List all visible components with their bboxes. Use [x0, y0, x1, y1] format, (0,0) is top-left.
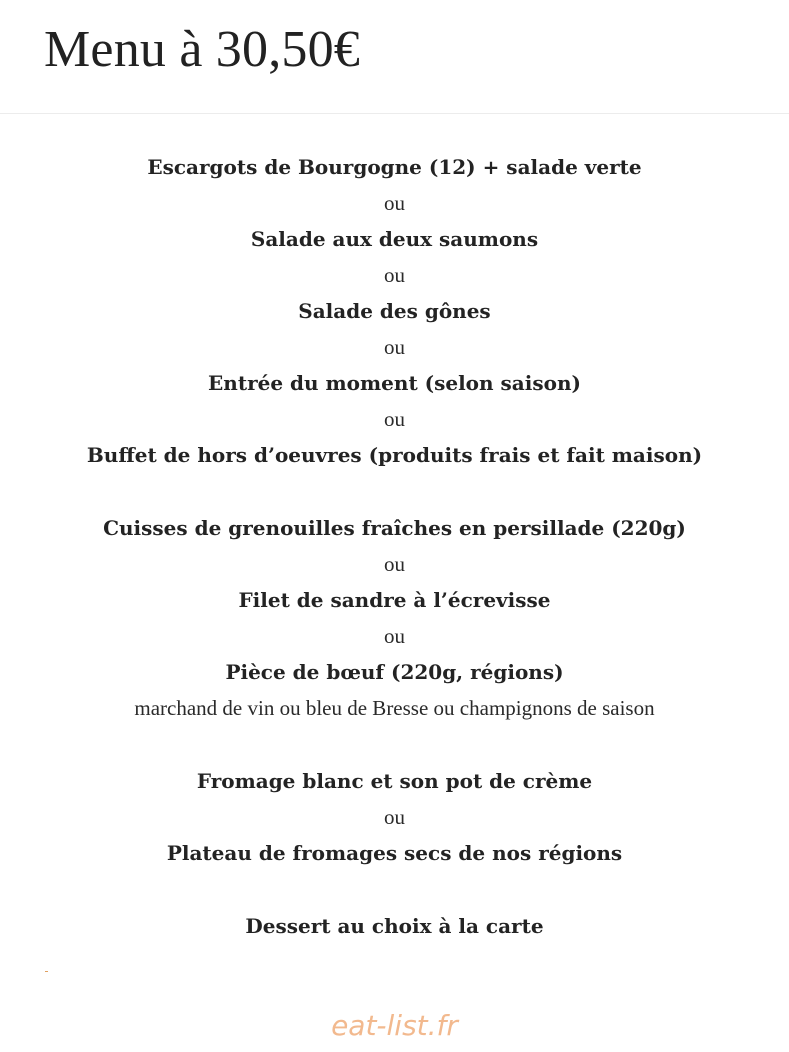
menu-item-fromage: Plateau de fromages secs de nos régions: [166, 841, 623, 865]
section-gap: [0, 726, 789, 763]
menu-item-entree: Entrée du moment (selon saison): [208, 371, 581, 395]
section-gap: [0, 473, 789, 510]
or-separator: ou: [384, 263, 405, 287]
or-separator: ou: [384, 805, 405, 829]
menu-item-plat: Filet de sandre à l’écrevisse: [238, 588, 551, 612]
menu-content: [0, 149, 789, 944]
watermark: eat-list.fr: [331, 1009, 458, 1042]
menu-item-dessert: Dessert au choix à la carte: [245, 914, 544, 938]
or-separator: ou: [384, 335, 405, 359]
menu-item-entree: Salade aux deux saumons: [250, 227, 539, 251]
section-gap: [0, 871, 789, 908]
menu-item-plat: Pièce de bœuf (220g, régions): [225, 660, 564, 684]
or-separator: ou: [384, 624, 405, 648]
or-separator: ou: [384, 191, 405, 215]
menu-item-entree: Salade des gônes: [298, 299, 491, 323]
menu-item-fromage: Fromage blanc et son pot de crème: [196, 769, 593, 793]
plat-sauce-note: marchand de vin ou bleu de Bresse ou champignons de saison: [134, 696, 655, 720]
title-divider: [0, 113, 789, 114]
menu-item-entree: Buffet de hors d’oeuvres (produits frais et fait maison): [86, 443, 703, 467]
or-separator: ou: [384, 407, 405, 431]
menu-item-plat: Cuisses de grenouilles fraîches en persillade (220g): [103, 516, 686, 540]
menu-item-entree: Escargots de Bourgogne (12) + salade verte: [147, 155, 642, 179]
decorative-dot: [45, 971, 48, 972]
or-separator: ou: [384, 552, 405, 576]
page-title: Menu à 30,50€: [44, 21, 360, 78]
